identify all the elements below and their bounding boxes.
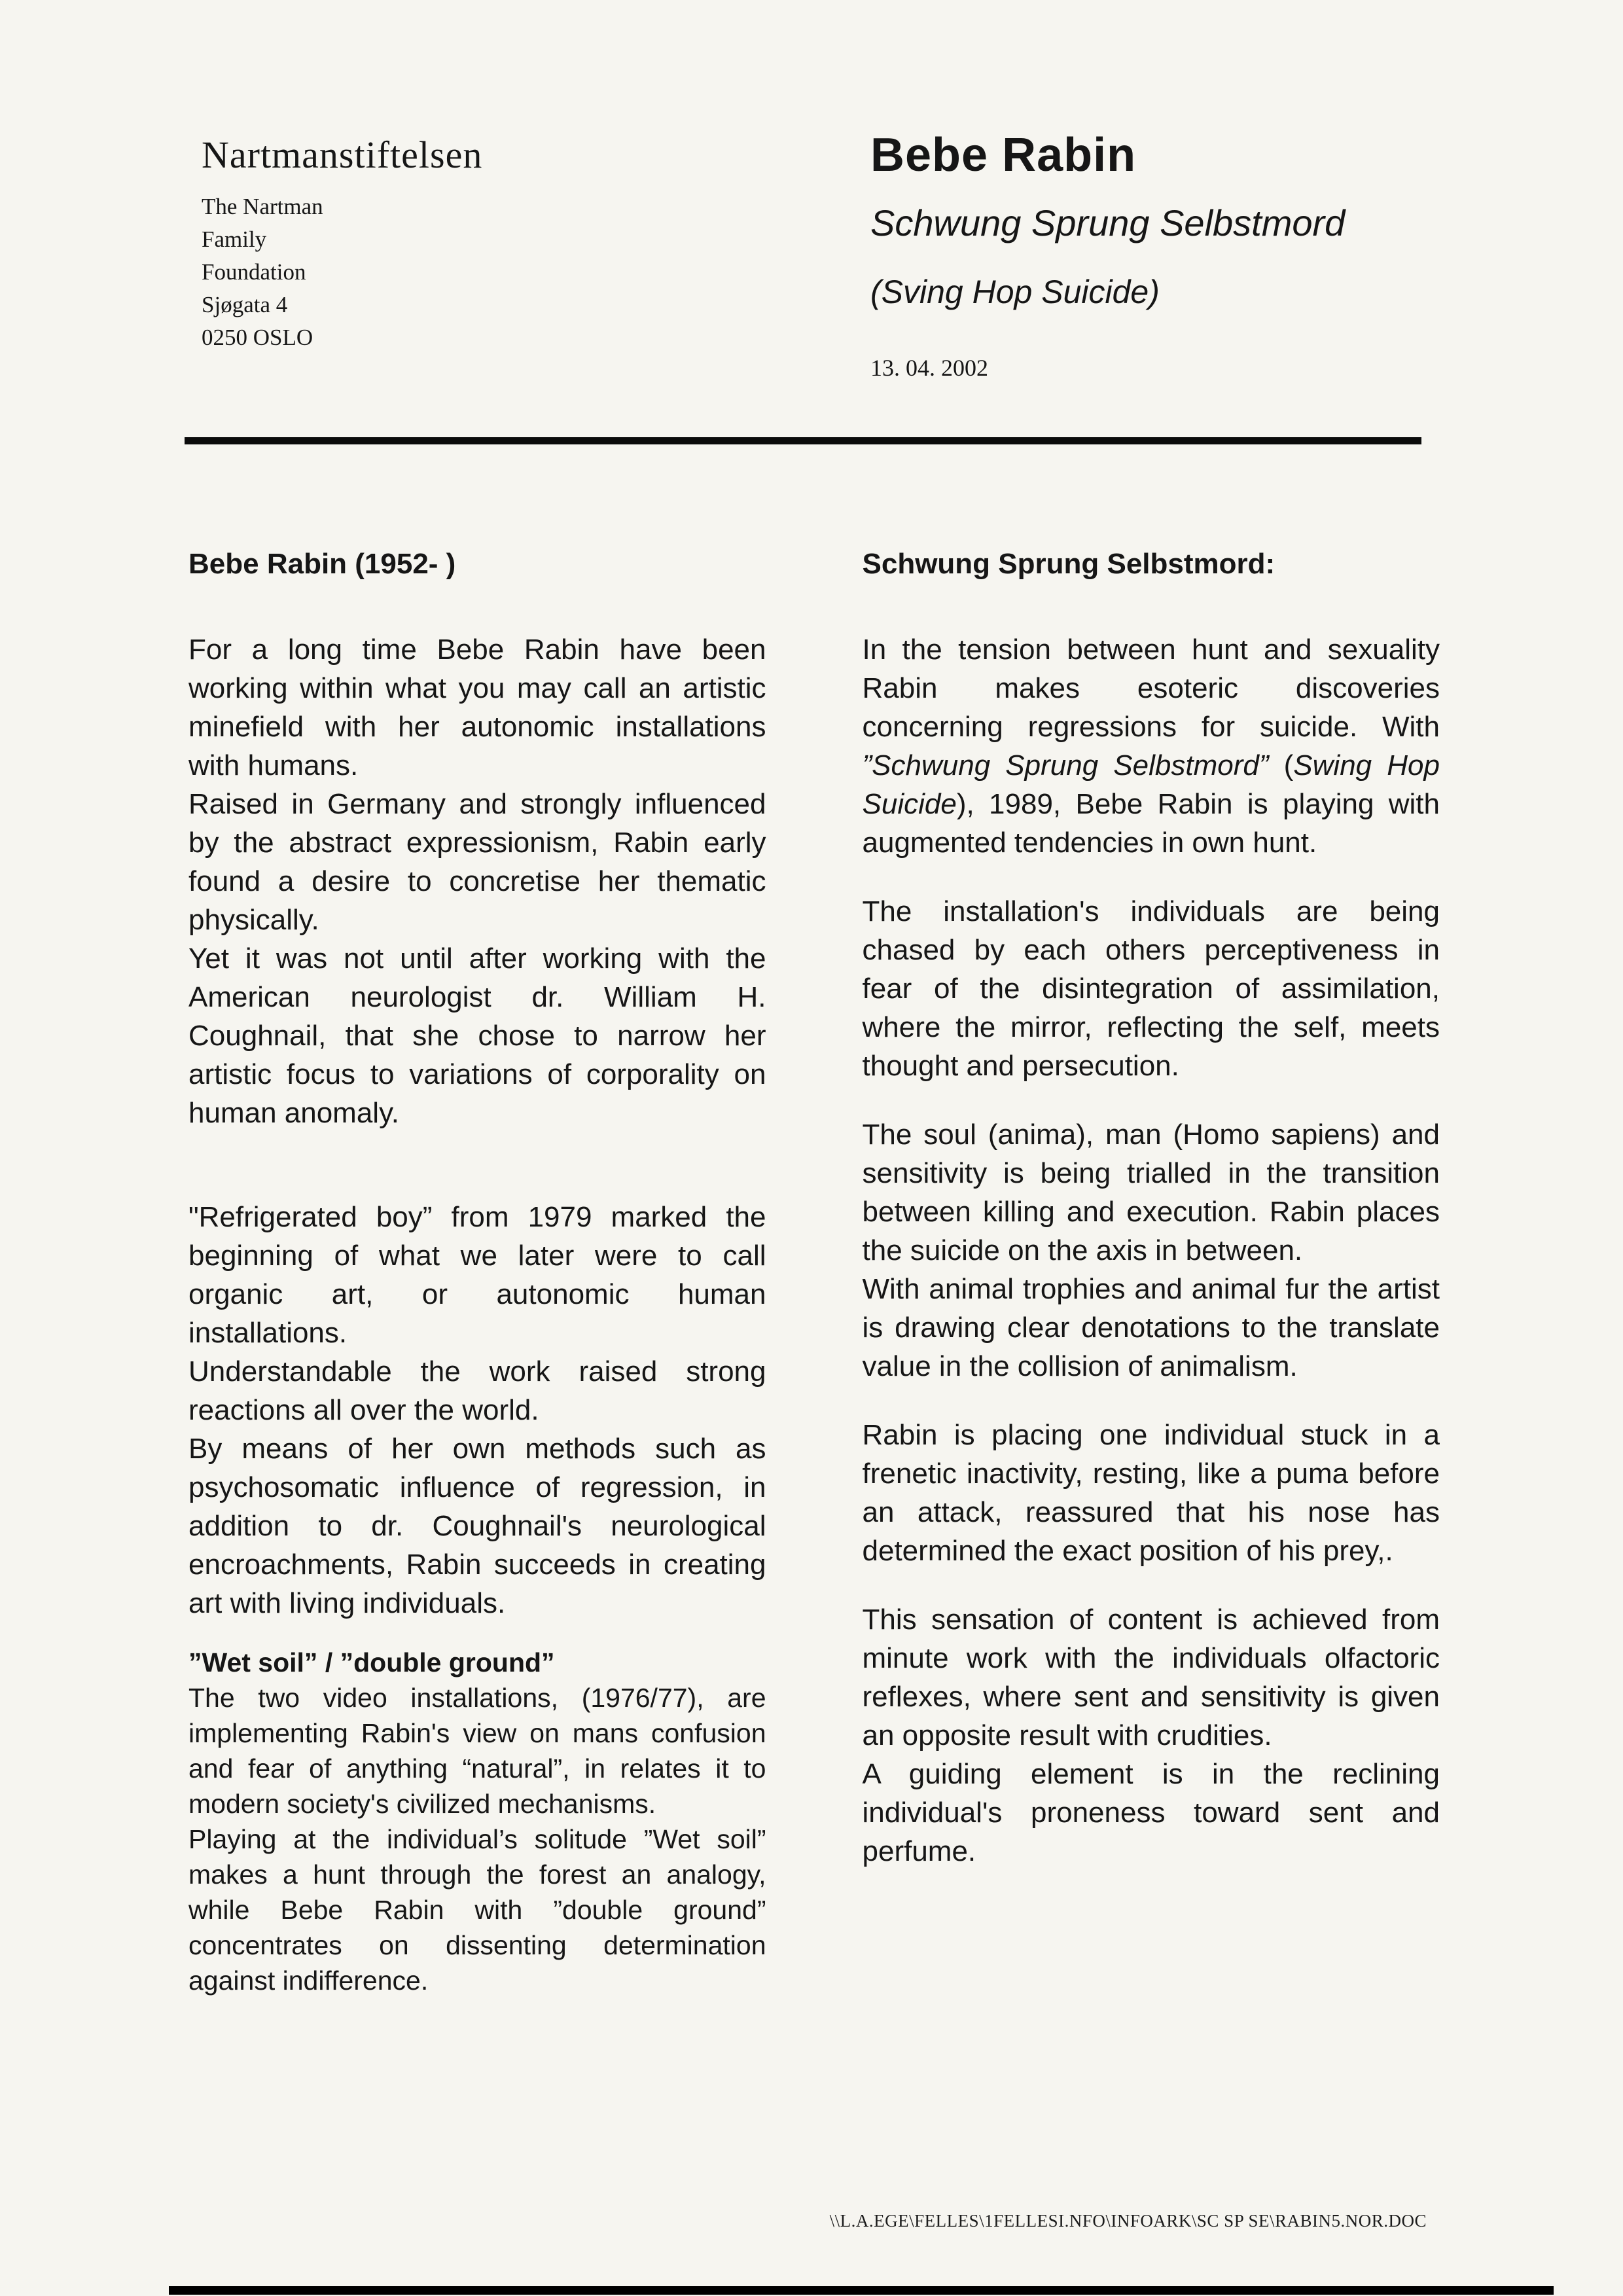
document-date: 13. 04. 2002 xyxy=(870,355,988,381)
paragraph-block xyxy=(863,1115,1440,1386)
foundation-header xyxy=(202,134,482,354)
foundation-address xyxy=(202,190,482,354)
paragraph: Playing at the individual’s solitude ”Wet soil” makes a hunt through the forest an analogy, while Bebe Rabin with ”double ground” concentrates on dissenting determination against indifference. xyxy=(188,1824,766,1996)
paragraph-block xyxy=(863,1600,1440,1871)
header-divider-rule xyxy=(185,437,1421,444)
paragraph: A guiding element is in the reclining individual's proneness toward sent and perfume. xyxy=(862,1758,1440,1867)
paragraph-text: ), 1989, Bebe Rabin is playing with augmented tendencies in own hunt. xyxy=(862,788,1440,859)
foundation-address-line: 0250 OSLO xyxy=(202,324,313,350)
paragraph: With animal trophies and animal fur the artist is drawing clear denotations to the translate value in the collision of animalism. xyxy=(862,1273,1440,1382)
paragraph-block xyxy=(188,1680,766,1998)
paragraph-text: ( xyxy=(1268,749,1294,781)
foundation-name: Nartmanstiftelsen xyxy=(202,134,483,176)
work-subtitle: (Sving Hop Suicide) xyxy=(870,274,1160,310)
paragraph: Yet it was not until after working with the American neurologist dr. William H. Coughnail, that she chose to narrow her artistic focus to variations of corporality on human anomaly. xyxy=(188,942,766,1129)
artist-name: Bebe Rabin xyxy=(870,129,1137,181)
paragraph: "Refrigerated boy” from 1979 marked the beginning of what we later were to call organic art, or autonomic human installations. xyxy=(188,1201,766,1349)
work-subtitle-inline: Swing Hop Suicide xyxy=(862,749,1440,820)
body-columns xyxy=(188,545,1440,1998)
paragraph: The two video installations, (1976/77), are implementing Rabin's view on mans confusion and fear of anything “natural”, in relates it to modern society's civilized mechanisms. xyxy=(188,1683,766,1819)
paragraph: The installation's individuals are being chased by each others perceptiveness in fear of the disintegration of assimilation, where the mirror, reflecting the self, meets thought and persecution. xyxy=(862,895,1440,1082)
subsection-heading: ”Wet soil” / ”double ground” xyxy=(188,1647,555,1677)
right-column-heading: Schwung Sprung Selbstmord: xyxy=(862,548,1275,580)
paragraph: Raised in Germany and strongly influenced by the abstract expressionism, Rabin early found a desire to concretise her thematic physically. xyxy=(188,788,766,936)
paragraph-block xyxy=(188,1198,766,1623)
work-title: Schwung Sprung Selbstmord xyxy=(870,202,1346,243)
paragraph: The soul (anima), man (Homo sapiens) and sensitivity is being trialled in the transition between killing and execution. Rabin places the suicide on the axis in between. xyxy=(862,1119,1440,1266)
paragraph: By means of her own methods such as psychosomatic influence of regression, in addition to dr. Coughnail's neurological encroachments, Rabin succeeds in creating art with living individuals. xyxy=(188,1433,766,1619)
title-block xyxy=(870,128,1345,382)
right-column xyxy=(863,545,1440,1998)
paragraph-text: In the tension between hunt and sexuality Rabin makes esoteric discoveries concerning regressions for suicide. With xyxy=(862,634,1440,743)
foundation-address-line: Sjøgata 4 xyxy=(202,291,288,317)
foundation-address-line: Family xyxy=(202,226,267,252)
paragraph: Understandable the work raised strong reactions all over the world. xyxy=(188,1355,766,1426)
paragraph: This sensation of content is achieved from minute work with the individuals olfactoric reflexes, where sent and sensitivity is given an opposite result with crudities. xyxy=(862,1604,1440,1751)
paragraph: Rabin is placing one individual stuck in a frenetic inactivity, resting, like a puma before an attack, reassured that his nose has determined the exact position of his prey,. xyxy=(862,1419,1440,1567)
work-title-inline: ”Schwung Sprung Selbstmord” xyxy=(862,749,1269,781)
paragraph xyxy=(863,630,1440,862)
left-column-heading: Bebe Rabin (1952- ) xyxy=(188,548,456,580)
footer-file-path: \\L.A.EGE\FELLES\1FELLESI.NFO\INFOARK\SC SP SE\RABIN5.NOR.DOC xyxy=(829,2211,1427,2231)
left-column xyxy=(188,545,766,1998)
paragraph: For a long time Bebe Rabin have been working within what you may call an artistic minefield with her autonomic installations with humans. xyxy=(188,634,766,781)
foundation-address-line: The Nartman xyxy=(202,193,323,219)
foundation-address-line: Foundation xyxy=(202,259,306,285)
scan-bottom-edge xyxy=(169,2286,1554,2295)
paragraph-block xyxy=(188,630,766,1132)
